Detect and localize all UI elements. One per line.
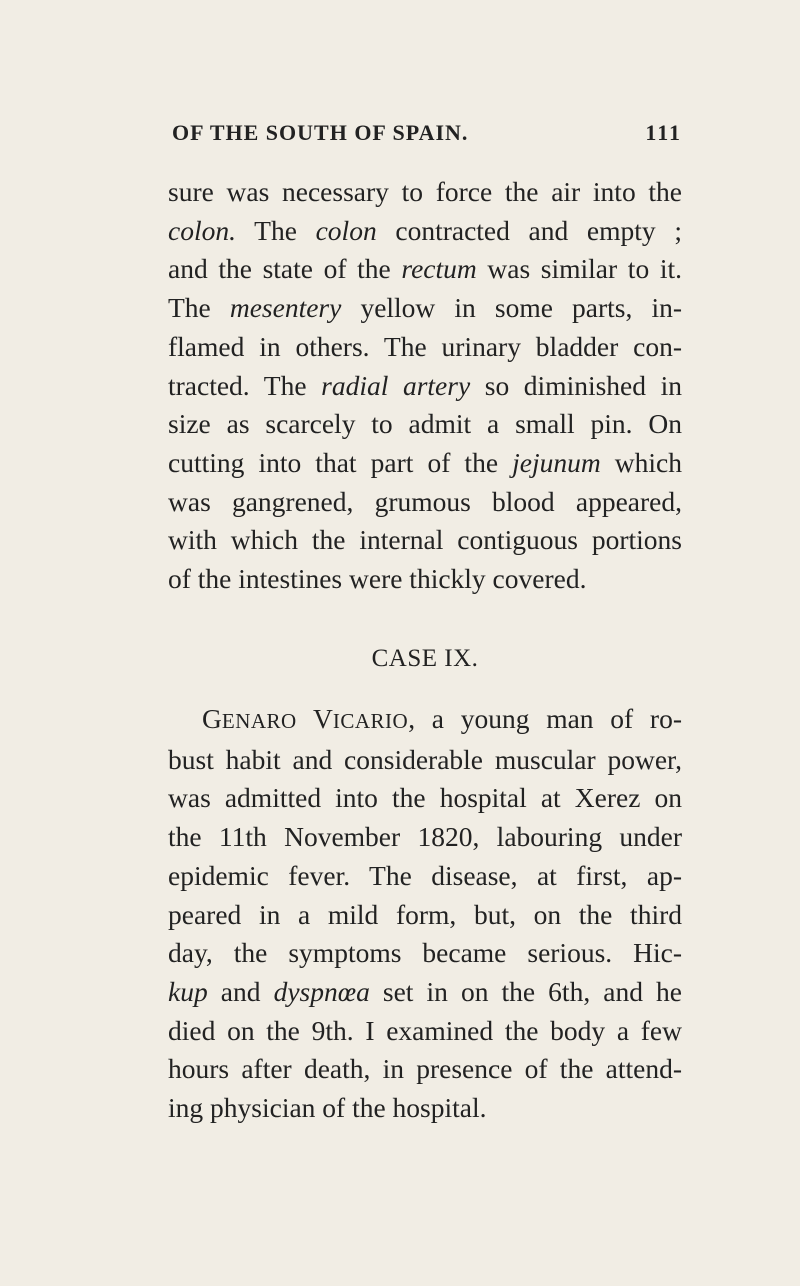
text-line: was admitted into the hospital at Xerez on [168,782,682,814]
text-line [168,289,682,328]
text-line [168,367,682,406]
text-line [168,250,682,289]
text-line: sure was necessary to force the air into the [168,176,682,207]
text-run: which [600,446,682,478]
text-run: The [235,214,316,246]
italic-term: mesentery [229,292,342,324]
text-line [168,700,682,741]
text-run: contracted and empty ; [376,214,682,246]
text-run: cutting into that part of the [168,446,513,478]
text-line: with which the internal contiguous portions [168,524,682,556]
text-line: hours after death, in presence of the attend- [168,1053,682,1085]
paragraph-autopsy-continuation [168,173,682,599]
text-line: flamed in others. The urinary bladder con- [168,330,682,362]
italic-term: radial artery [321,369,471,401]
small-caps-text: ICARIO [332,709,409,733]
text-line [168,444,682,483]
text-line: size as scarcely to admit a small pin. On [168,408,682,440]
text-line [168,212,682,251]
italic-term: jejunum [512,446,601,478]
text-run: and the state of the [168,253,402,285]
text-run: , a young man of ro- [408,703,682,734]
small-caps-text: ENARO [221,709,297,733]
text-line: epidemic fever. The disease, at first, ap- [168,859,682,891]
text-run: was similar to it. [476,253,682,285]
italic-term: kup [168,975,208,1007]
text-run: The [168,292,230,324]
text-run: so diminished in [470,369,682,401]
text-run: yellow in some parts, in- [341,292,682,324]
running-header [172,120,682,146]
small-caps-initial: G [202,703,222,734]
text-line: ing physician of the hospital. [168,1092,487,1124]
small-caps-initial: V [312,703,333,734]
text-run: tracted. The [168,369,322,401]
text-line: died on the 9th. I examined the body a few [168,1014,682,1046]
text-line: peared in a mild form, but, on the third [168,898,682,930]
text-line: was gangrened, grumous blood appeared, [168,485,682,517]
paragraph-case-nine [168,700,682,1128]
text-run: set in on the 6th, and he [369,975,682,1007]
italic-term: colon. [168,214,236,246]
case-heading: CASE IX. [371,645,479,672]
text-line: day, the symptoms became serious. Hic- [168,937,682,969]
text-line: of the intestines were thickly covered. [168,563,587,595]
italic-term: colon [315,214,377,246]
running-title: OF THE SOUTH OF SPAIN. [172,120,469,145]
italic-term: dyspnœa [273,975,370,1007]
italic-term: rectum [401,253,477,285]
text-line: bust habit and considerable muscular power, [168,743,682,775]
text-line [168,973,682,1012]
text-line: the 11th November 1820, labouring under [168,821,682,853]
text-run: and [207,975,274,1007]
page-number: 111 [645,120,682,145]
